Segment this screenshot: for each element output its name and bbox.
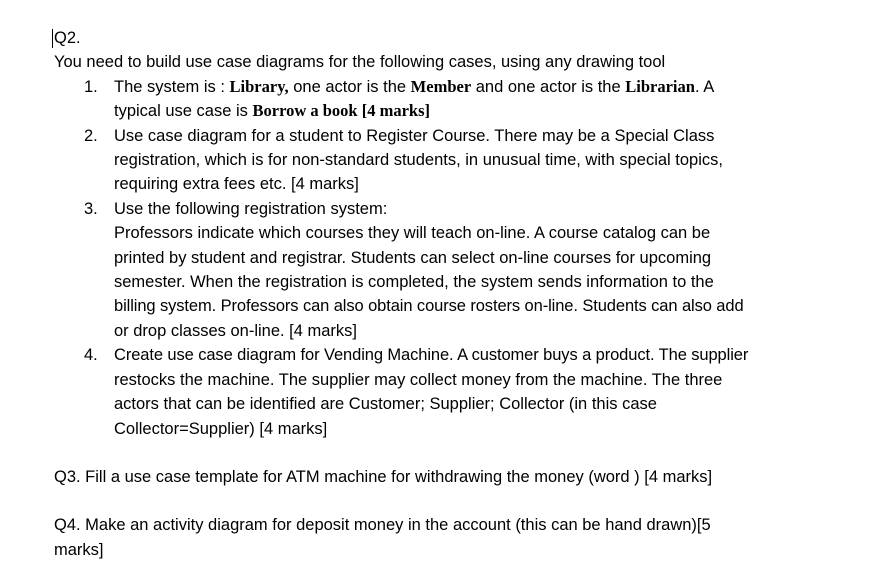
item-line: billing system. Professors can also obtain course rosters on-line. Students can also add	[114, 297, 744, 316]
list-number: 4.	[84, 346, 98, 365]
item-1-line-1: The system is : Library, one actor is the Member and one actor is the Librarian. A	[114, 76, 715, 96]
document-page	[54, 26, 874, 562]
item-line: or drop classes on-line. [4 marks]	[114, 321, 358, 340]
list-item	[54, 343, 874, 441]
bold-library: Library,	[229, 76, 289, 96]
item-line: Professors indicate which courses they will teach on-line. A course catalog can be	[114, 224, 711, 243]
question-4-line-1: Q4. Make an activity diagram for deposit money in the account (this can be hand drawn)[5	[54, 516, 711, 535]
list-number: 3.	[84, 199, 98, 218]
item-line: semester. When the registration is completed, the system sends information to the	[114, 273, 714, 292]
list-item	[54, 124, 874, 197]
list-number: 2.	[84, 126, 98, 145]
bold-member: Member	[410, 76, 472, 96]
item-line: printed by student and registrar. Students can select on-line courses for upcoming	[114, 248, 712, 267]
list-item	[54, 197, 874, 343]
list-number: 1.	[84, 77, 98, 96]
item-line: registration, which is for non-standard students, in unusual time, with special topics,	[114, 151, 723, 170]
item-line: Use case diagram for a student to Register Course. There may be a Special Class	[114, 126, 715, 145]
question-4-line-2: marks]	[54, 540, 104, 559]
text-cursor	[52, 29, 53, 48]
list-item	[54, 75, 874, 124]
item-line: Collector=Supplier) [4 marks]	[114, 419, 328, 438]
question-3: Q3. Fill a use case template for ATM machine for withdrawing the money (word ) [4 marks]	[54, 467, 713, 486]
bold-librarian: Librarian	[625, 76, 695, 96]
question-2-intro: You need to build use case diagrams for the following cases, using any drawing tool	[54, 53, 666, 72]
item-line: requiring extra fees etc. [4 marks]	[114, 175, 359, 194]
item-line: Use the following registration system:	[114, 199, 388, 218]
item-1-line-2: typical use case is Borrow a book [4 marks]	[114, 101, 431, 121]
item-line: restocks the machine. The supplier may collect money from the machine. The three	[114, 370, 723, 389]
item-line: actors that can be identified are Customer; Supplier; Collector (in this case	[114, 395, 657, 414]
bold-borrow-a-book: Borrow a book [4 marks]	[252, 101, 431, 121]
question-2-title: Q2.	[54, 29, 81, 47]
question-2-list	[54, 75, 874, 441]
item-line: Create use case diagram for Vending Machine. A customer buys a product. The supplier	[114, 346, 749, 365]
